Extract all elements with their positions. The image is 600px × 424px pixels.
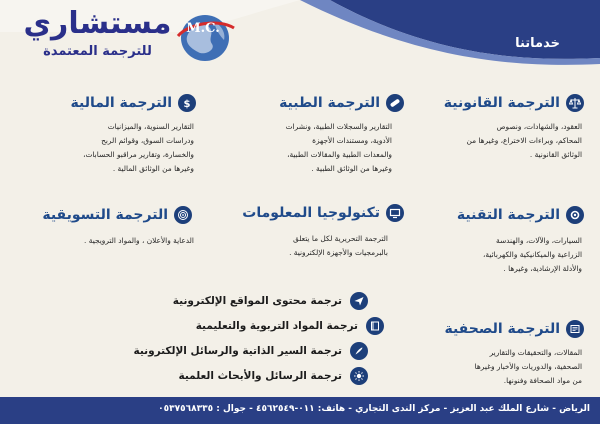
extra-service-item: ترجمة السير الذاتية والرسائل الإلكترونية xyxy=(133,342,368,360)
pill-icon xyxy=(386,94,404,112)
section-heading-marketing: الترجمة التسويقية xyxy=(42,206,192,224)
money-bag-icon xyxy=(178,94,196,112)
section-desc-financial: التقارير السنوية، والميزانيات ودراسات السوق، وقوائم الربح والخسارة، وتقارير مراقبو الحسابات، وغيرها من الوثائق المالية . xyxy=(83,122,194,173)
section-heading-it: تكنولوجيا المعلومات xyxy=(242,204,404,222)
book-icon xyxy=(366,317,384,335)
newspaper-icon xyxy=(566,320,584,338)
logo-subtitle: للترجمة المعتمدة xyxy=(43,44,152,59)
target-icon xyxy=(174,206,192,224)
sun-icon xyxy=(350,367,368,385)
section-heading-technical: الترجمة التقنية xyxy=(457,206,584,224)
section-desc-technical: السيارات، والآلات، والهندسة الزراعية والميكانيكية والكهربائية، والأدلة الإرشادية، وغيرها . xyxy=(483,236,582,273)
svg-text:$: $ xyxy=(183,99,191,109)
monitor-icon xyxy=(386,204,404,222)
feather-icon xyxy=(350,342,368,360)
extra-service-item: ترجمة المواد التربوية والتعليمية xyxy=(196,317,384,335)
section-desc-marketing: الدعاية والأعلان ، والمواد الترويجية . xyxy=(84,236,194,245)
section-desc-legal: العقود، والشهادات، ونصوص المحاكم، وبراءات الاختراع، وغيرها من الوثائق القانونية . xyxy=(466,122,582,159)
globe-logo-icon xyxy=(174,8,236,64)
section-desc-it: الترجمة التحريرية لكل ما يتعلق بالبرمجيات والأجهزة الإلكترونية . xyxy=(289,234,388,257)
scales-icon xyxy=(566,94,584,112)
footer-contact: الرياض - شارع الملك عبد العزيز - مركز الندى التجاري - هاتف: ٠١١-٤٥٦٢٥٤٩ - جوال : ٠٥٣٧٥٦٨٣٣٥ xyxy=(158,404,590,414)
section-heading-press: الترجمة الصحفية xyxy=(444,320,584,338)
section-heading-financial: $ الترجمة المالية xyxy=(71,94,196,112)
section-desc-press: المقالات، والتحقيقات والتقارير الصحفية، والدوريات والأخبار وغيرها من مواد الصحافة وفنونها. xyxy=(474,348,582,385)
extra-service-item: ترجمة الرسائل والأبحاث العلمية xyxy=(179,367,368,385)
extra-service-item: ترجمة محتوى المواقع الإلكترونية xyxy=(173,292,368,310)
section-heading-legal: الترجمة القانونية xyxy=(444,94,584,112)
services-label: خدماتنا xyxy=(515,36,560,51)
logo-title: مستشاري xyxy=(23,6,172,41)
gear-icon xyxy=(566,206,584,224)
send-icon xyxy=(350,292,368,310)
section-desc-medical: التقارير والسجلات الطبية، ونشرات الأدوية، ومستندات الأجهزة والمعدات الطبية والمقالات الطبية، وغيرها من الوثائق الطبية . xyxy=(285,122,392,173)
section-heading-medical: الترجمة الطبية xyxy=(279,94,404,112)
logo-initials: M.C. xyxy=(186,21,220,36)
